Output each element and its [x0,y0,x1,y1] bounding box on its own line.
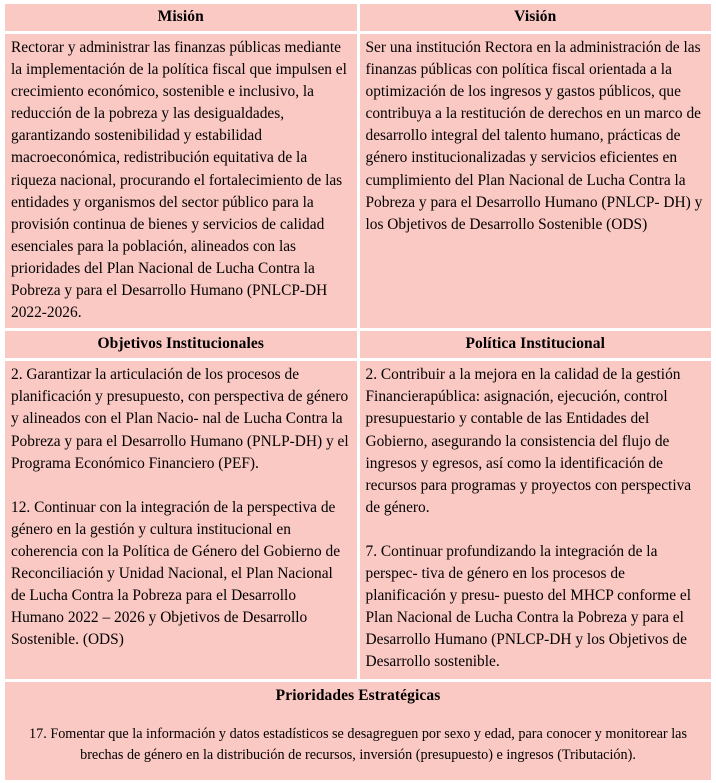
politica-header-label: Política Institucional [465,335,606,353]
vision-header-label: Visión [514,8,557,25]
table-row-objetivos-politica [5,361,711,679]
politica-paragraph-1: 2. Contribuir a la mejora en la calidad de la gestión Financierapública: asignación, ejecución, control presupuestario y contable de las Entidades del Gobierno, asegurando la consistencia del flujo de ingresos y egresos, así como la identificación de recursos para programas y proyectos con perspectiva de género. [365,366,692,516]
objetivos-paragraph-2: 12. Continuar con la integración de la perspectiva de género en la gestión y cultura institucional en coherencia con la Política de Género del Gobierno de Reconciliación y Unidad Nacional, el Plan Nacional de Lucha Contra la Pobreza para el Desarrollo Humano 2022 – 2026 y Objetivos de Desarrollo Sostenible. (ODS) [11,498,341,649]
prioridades-paragraph: 17. Fomentar que la información y datos estadísticos se desagreguen por sexo y edad, para conocer y monitorear las brechas de género en la distribución de recursos, inversión (presupuesto) e ingresos (Tributación). [29,726,687,764]
politica-text [360,361,712,679]
vision-text [360,34,712,280]
header-cell-politica [360,331,712,358]
mision-header-label: Misión [157,8,204,25]
content-cell-vision [360,34,712,328]
table-row-mision-vision [5,34,711,328]
strategic-framework-table [2,1,714,783]
objetivos-paragraph-1: 2. Garantizar la articulación de los procesos de planificación y presupuesto, con perspectiva de género y alineados con el Plan Nacio- nal de Lucha Contra la Pobreza y para el Desarrollo Humano (PNLP-DH) y el Programa Económico Financiero (PEF). [11,366,349,472]
content-cell-mision [5,34,357,328]
prioridades-header-label: Prioridades Estratégicas [275,687,441,705]
table-header-row-1 [5,4,711,31]
politica-paragraph-2: 7. Continuar profundizando la integración de la perspec- tiva de género en los procesos de planificación y presu- puesto del MHCP conforme el Plan Nacional de Lucha Contra la Pobreza y para el Desarrollo Humano (PNLCP-DH y los Objetivos de Desarrollo sostenible. [365,542,692,671]
header-cell-mision [5,4,357,31]
mision-paragraph: Rectorar y administrar las finanzas públicas mediante la implementación de la política fiscal que impulsen el crecimiento económico, sostenible e inclusivo, la reducción de la pobreza y las desigualdades, garantizando sostenibilidad y estabilidad macroeconómica, redistribución equitativa de la riqueza nacional, procurando el fortalecimiento de las entidades y organismos del sector público para la provisión continua de bienes y servicios de calidad esenciales para la población, alineados con las prioridades del Plan Nacional de Lucha Contra la Pobreza y para el Desarrollo Humano (PNLCP-DH 2022-2026. [11,39,347,322]
prioridades-text [5,709,711,780]
vision-paragraph: Ser una institución Rectora en la administración de las finanzas públicas con política fiscal orientada a la optimización de los ingresos y gastos públicos, que contribuya a la restitución de derechos en un marco de desarrollo integral del talento humano, prácticas de género institucionalizadas y servicios eficientes en cumplimiento del Plan Nacional de Lucha Contra la Pobreza y para el Desarrollo Humano (PNLCP- DH) y los Objetivos de Desarrollo Sostenible (ODS) [365,39,703,233]
header-cell-objetivos [5,331,357,358]
header-cell-vision [360,4,712,31]
objetivos-text [5,361,357,657]
content-cell-politica [360,361,712,679]
content-cell-prioridades [5,682,711,780]
table-row-prioridades [5,682,711,780]
table-header-row-2 [5,331,711,358]
objetivos-header-label: Objetivos Institucionales [97,335,265,353]
content-cell-objetivos [5,361,357,679]
mision-text [5,34,357,328]
